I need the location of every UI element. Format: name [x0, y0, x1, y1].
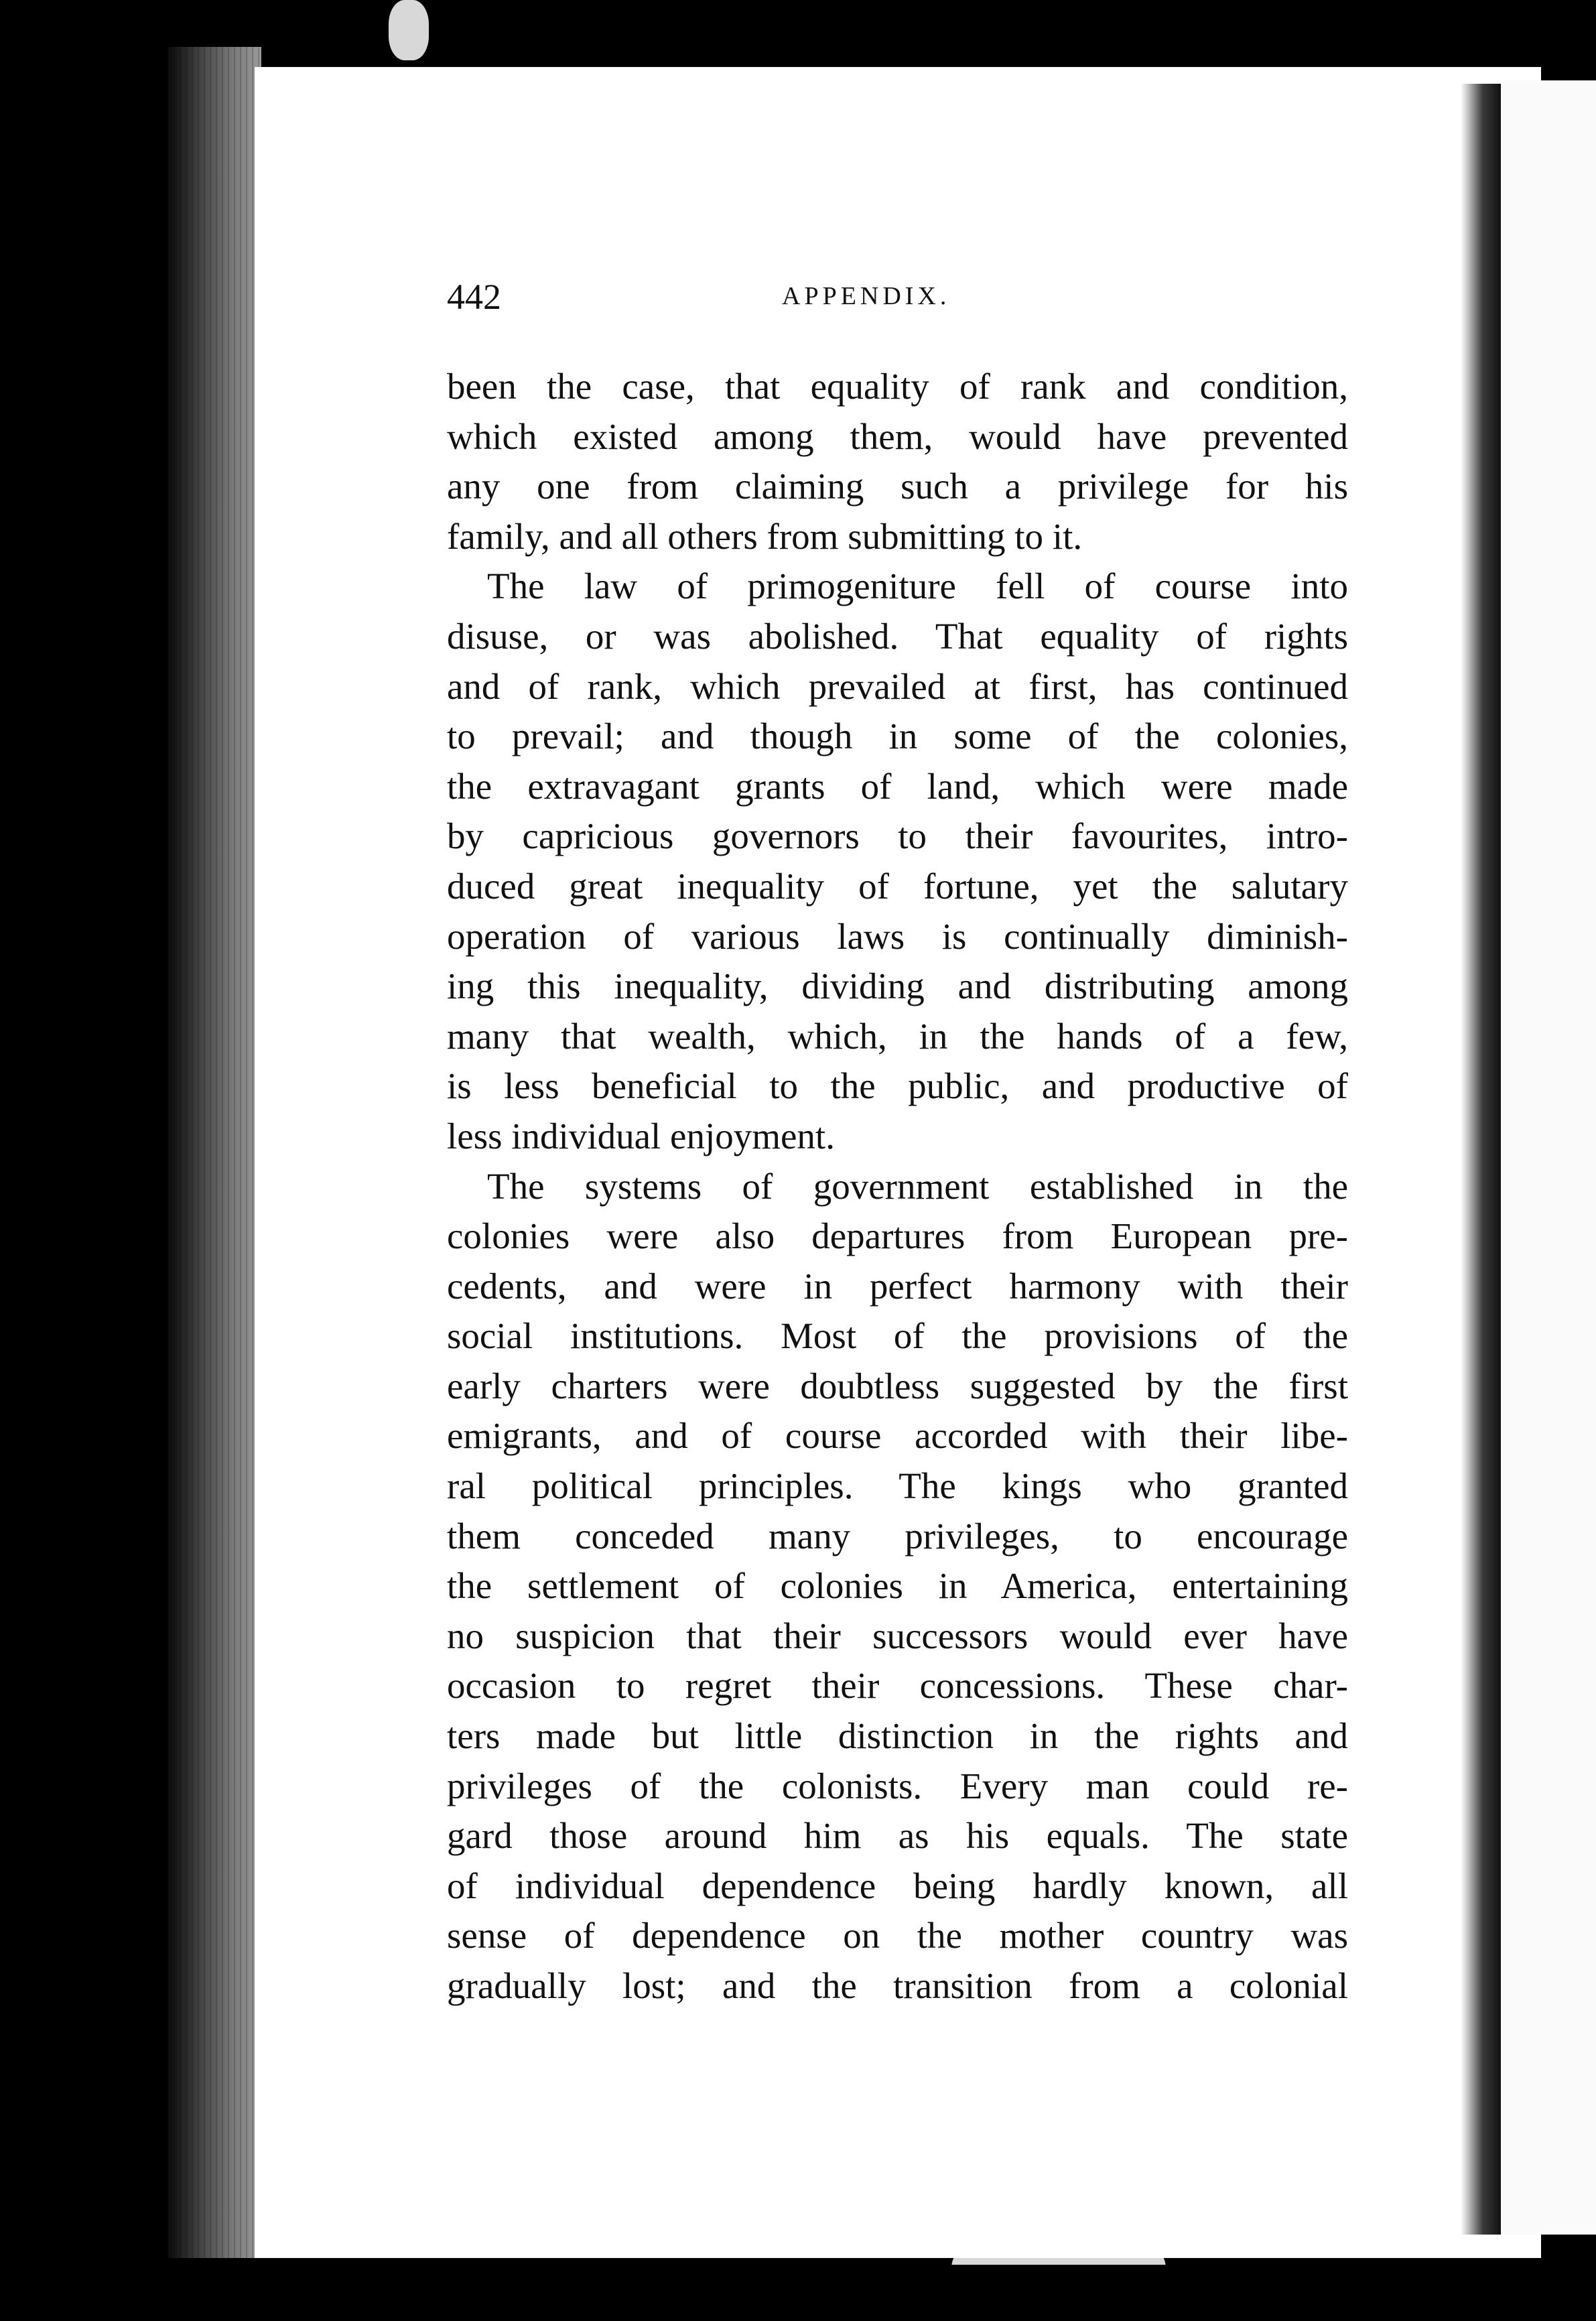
text-line: duced great inequality of fortune, yet the salutary: [447, 865, 1348, 907]
text-line: to prevail; and though in some of the colonies,: [447, 716, 1348, 757]
scan-speck: [389, 0, 429, 60]
text-line: of individual dependence being hardly known, all: [447, 1865, 1348, 1906]
text-line: and of rank, which prevailed at first, has continued: [447, 665, 1348, 707]
text-line: any one from claiming such a privilege for his: [447, 466, 1348, 507]
text-line: ral political principles. The kings who granted: [447, 1465, 1348, 1507]
text-line: ters made but little distinction in the rights and: [447, 1715, 1348, 1757]
text-line: family, and all others from submitting to it.: [447, 515, 1083, 557]
text-line: gradually lost; and the transition from a colonial: [447, 1965, 1348, 2006]
text-line: less individual enjoyment.: [447, 1115, 835, 1156]
text-line: privileges of the colonists. Every man could re-: [447, 1765, 1348, 1806]
text-line: early charters were doubtless suggested by the first: [447, 1365, 1348, 1406]
text-line: operation of various laws is continually diminish-: [447, 915, 1348, 957]
running-head: APPENDIX.: [782, 282, 951, 310]
text-line: gard those around him as his equals. The state: [447, 1815, 1348, 1857]
text-line: sense of dependence on the mother country was: [447, 1915, 1348, 1957]
text-line: social institutions. Most of the provisions of the: [447, 1315, 1348, 1357]
text-line: many that wealth, which, in the hands of a few,: [447, 1015, 1348, 1057]
text-line: emigrants, and of course accorded with their libe-: [447, 1415, 1348, 1457]
book-page-edges-left-lines: [168, 47, 261, 2258]
text-line: no suspicion that their successors would ever have: [447, 1615, 1348, 1656]
text-line: the settlement of colonies in America, entertaining: [447, 1565, 1348, 1607]
text-line: The systems of government established in the: [487, 1165, 1348, 1207]
text-line: occasion to regret their concessions. These char-: [447, 1665, 1348, 1707]
text-line: by capricious governors to their favourites, intro-: [447, 815, 1348, 857]
text-line: ing this inequality, dividing and distributing among: [447, 966, 1348, 1007]
text-line: colonies were also departures from European pre-: [447, 1215, 1348, 1257]
text-line: been the case, that equality of rank and condition,: [447, 366, 1348, 407]
page-header: [447, 276, 1351, 330]
text-line: is less beneficial to the public, and productive of: [447, 1065, 1348, 1107]
text-line: them conceded many privileges, to encourage: [447, 1515, 1348, 1556]
book-gutter-right: [1461, 84, 1501, 2235]
scan-bottom-border: [0, 2265, 1596, 2321]
text-line: which existed among them, would have prevented: [447, 415, 1348, 457]
adjacent-page-sliver: [1501, 80, 1596, 2235]
text-line: The law of primogeniture fell of course into: [487, 566, 1348, 607]
text-line: the extravagant grants of land, which were made: [447, 765, 1348, 807]
body-text: [447, 362, 1348, 2011]
page-number: 442: [447, 277, 501, 317]
text-line: disuse, or was abolished. That equality of rights: [447, 615, 1348, 657]
text-line: cedents, and were in perfect harmony with their: [447, 1265, 1348, 1307]
